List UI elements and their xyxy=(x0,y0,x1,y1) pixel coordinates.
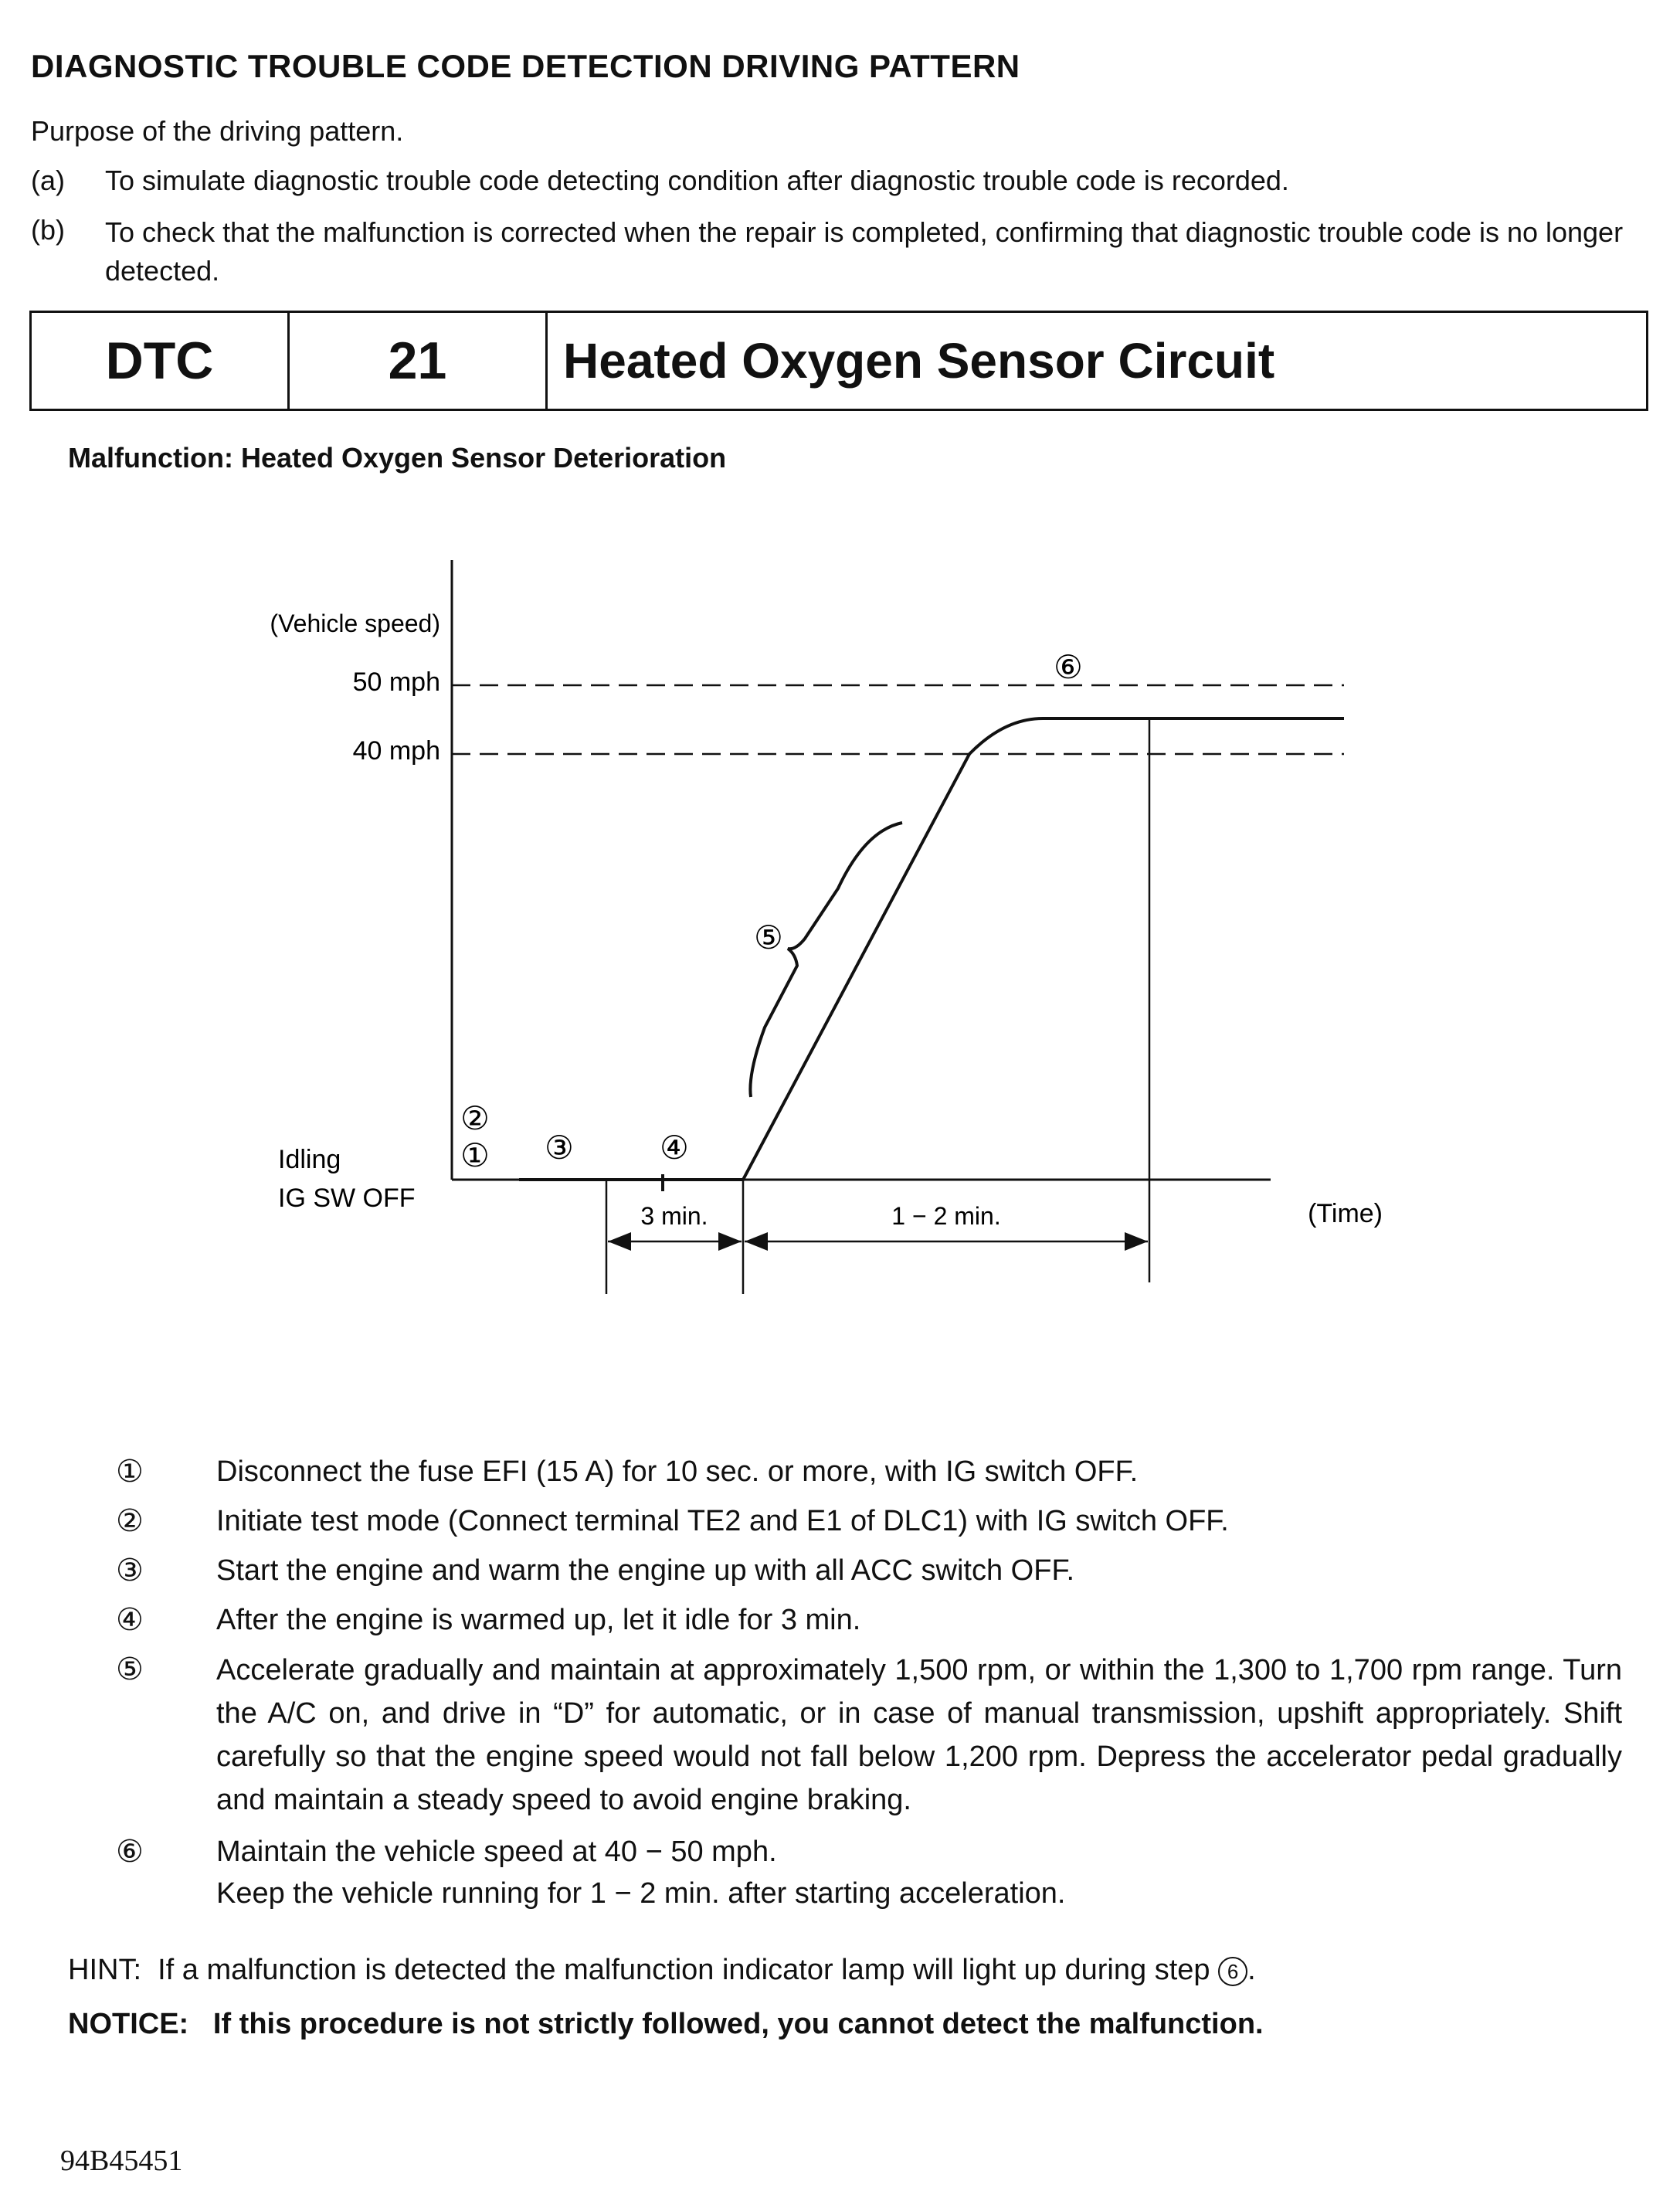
step-text-block xyxy=(216,1831,1622,1914)
step-text: After the engine is warmed up, let it idle for 3 min. xyxy=(216,1604,861,1636)
list-item xyxy=(116,1649,1622,1822)
hint-text: If a malfunction is detected the malfunction indicator lamp will light up during step xyxy=(158,1954,1210,1986)
purpose-heading: Purpose of the driving pattern. xyxy=(31,115,404,147)
speed-curve xyxy=(519,718,1344,1180)
marker-step-1: ① xyxy=(460,1137,490,1173)
purpose-label: (a) xyxy=(31,165,65,196)
y-base-label-ig-sw-off: IG SW OFF xyxy=(278,1184,416,1213)
list-item xyxy=(116,1500,1622,1542)
notice-text: If this procedure is not strictly followed, you cannot detect the malfunction. xyxy=(212,2008,1264,2040)
list-item xyxy=(116,1451,1622,1493)
list-item xyxy=(116,1599,1622,1641)
steps-list xyxy=(116,1451,1622,1914)
dtc-label: DTC xyxy=(32,313,290,409)
page-title: DIAGNOSTIC TROUBLE CODE DETECTION DRIVING PATTERN xyxy=(31,48,1020,84)
hint xyxy=(68,1949,1256,1991)
y-axis-label: (Vehicle speed) xyxy=(270,610,440,637)
step-text: Initiate test mode (Connect terminal TE2 and E1 of DLC1) with IG switch OFF. xyxy=(216,1505,1229,1537)
x-axis-label: (Time) xyxy=(1308,1199,1383,1228)
step-text: Accelerate gradually and maintain at approximately 1,500 rpm, or within the 1,300 to 1,700 rpm range. Turn the A/C on, and drive in “D” for automatic, or in case of manual transmission, upshift appropriately. Shift carefully so that the engine speed would not fall below 1,200 rpm. Depress the accelerator pedal gradually and maintain a steady speed to avoid engine braking. xyxy=(216,1654,1622,1816)
interval-label-3min: 3 min. xyxy=(640,1202,708,1230)
step-number: ③ xyxy=(116,1554,144,1588)
marker-step-6: ⑥ xyxy=(1054,649,1083,685)
step-number: ④ xyxy=(116,1603,144,1637)
hint-end: . xyxy=(1247,1954,1256,1986)
list-item xyxy=(116,1550,1622,1591)
step-number: ⑥ xyxy=(116,1835,144,1869)
marker-step-5: ⑤ xyxy=(754,919,783,956)
notice-label: NOTICE: xyxy=(68,2008,189,2040)
step-number: ① xyxy=(116,1455,144,1489)
step-text: Disconnect the fuse EFI (15 A) for 10 sec. or more, with IG switch OFF. xyxy=(216,1455,1139,1488)
hint-label: HINT: xyxy=(68,1954,141,1986)
dtc-code: 21 xyxy=(290,313,548,409)
marker-step-2: ② xyxy=(460,1100,490,1136)
malfunction-label: Malfunction: Heated Oxygen Sensor Deterioration xyxy=(68,442,727,474)
step-5-brace xyxy=(750,823,902,1097)
step-number: ② xyxy=(116,1504,144,1538)
purpose-label: (b) xyxy=(31,214,65,246)
step-text: Start the engine and warm the engine up with all ACC switch OFF. xyxy=(216,1554,1074,1587)
hint-step-ref: 6 xyxy=(1218,1957,1247,1986)
y-tick-50mph: 50 mph xyxy=(352,667,440,697)
marker-step-3: ③ xyxy=(545,1129,574,1166)
step-number: ⑤ xyxy=(116,1652,144,1686)
notice xyxy=(68,2003,1264,2045)
purpose-text: To check that the malfunction is corrected when the repair is completed, confirming that diagnostic trouble code is no longer detected. xyxy=(105,216,1624,287)
step-text: Maintain the vehicle speed at 40 − 50 mph. xyxy=(216,1836,777,1868)
y-base-label-idling: Idling xyxy=(278,1145,341,1174)
interval-label-1-2min: 1 − 2 min. xyxy=(891,1202,1001,1230)
y-tick-40mph: 40 mph xyxy=(352,736,440,766)
step-text: Keep the vehicle running for 1 − 2 min. after starting acceleration. xyxy=(216,1877,1066,1910)
marker-step-4: ④ xyxy=(660,1129,689,1166)
purpose-text: To simulate diagnostic trouble code detecting condition after diagnostic trouble code is recorded. xyxy=(105,165,1289,196)
document-code: 94B45451 xyxy=(60,2145,183,2177)
dtc-name: Heated Oxygen Sensor Circuit xyxy=(563,333,1275,389)
list-item xyxy=(116,1831,1622,1914)
